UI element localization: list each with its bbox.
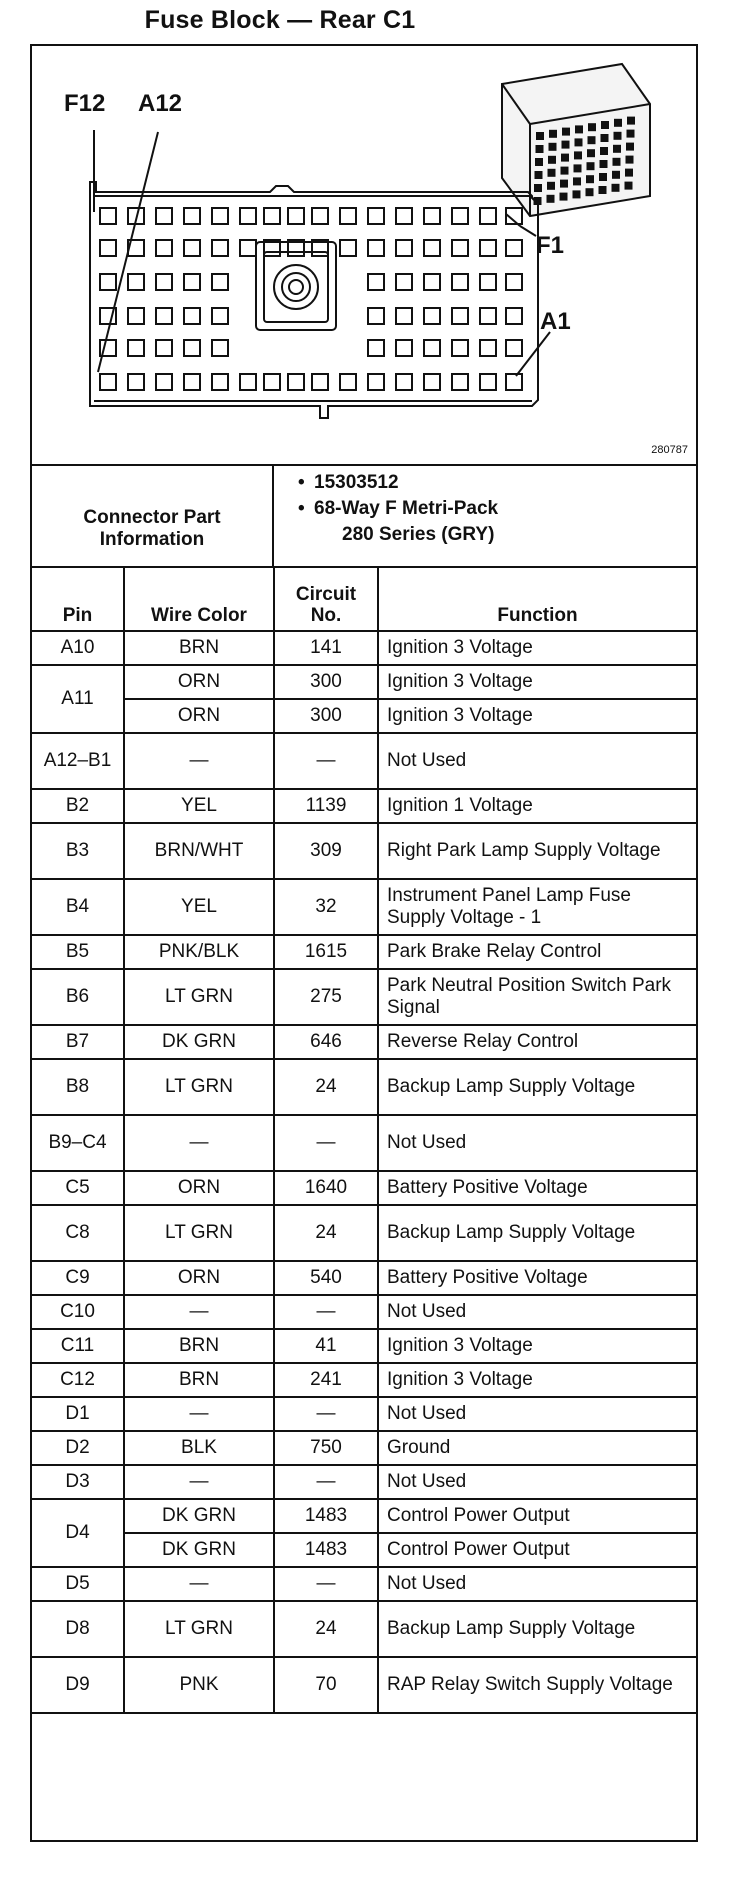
cell-function: Not Used [378,733,696,789]
cell-function: Not Used [378,1567,696,1601]
cell-function: Backup Lamp Supply Voltage [378,1059,696,1115]
cell-wire-color: PNK [124,1657,274,1713]
table-row [32,1261,696,1295]
pin-cavity [452,340,468,356]
thumbnail-cavity [574,151,582,159]
pin-cavity [506,374,522,390]
table-row [32,1533,696,1567]
cell-function: Reverse Relay Control [378,1025,696,1059]
cell-pin: B6 [32,969,124,1025]
cell-function: Ignition 3 Voltage [378,1363,696,1397]
part-info-details [274,464,696,566]
pin-cavity [396,340,412,356]
cell-circuit: — [274,733,378,789]
pin-cavity-grid [100,208,522,390]
thumbnail-cavity [548,156,556,164]
thumbnail-cavity [588,136,596,144]
header-function: Function [378,567,696,631]
connector-3d-thumbnail [502,64,650,216]
cell-function: Backup Lamp Supply Voltage [378,1601,696,1657]
table-row [32,1059,696,1115]
pin-cavity [240,374,256,390]
thumbnail-cavity [560,180,568,188]
table-row [32,1171,696,1205]
pin-cavity [424,208,440,224]
cell-wire-color: LT GRN [124,1059,274,1115]
table-row [32,631,696,665]
pin-cavity [506,240,522,256]
page-title: Fuse Block — Rear C1 [144,6,416,34]
cell-function: Ignition 3 Voltage [378,631,696,665]
cell-circuit: 24 [274,1059,378,1115]
thumbnail-cavity [562,141,570,149]
cell-pin: D4 [32,1499,124,1567]
connector-face [90,182,538,418]
table-row [32,1115,696,1171]
thumbnail-cavity [575,138,583,146]
thumbnail-cavity [573,190,581,198]
pin-cavity [368,340,384,356]
cell-circuit: — [274,1465,378,1499]
thumbnail-cavity [549,143,557,151]
cell-wire-color: BLK [124,1431,274,1465]
cell-wire-color: — [124,1567,274,1601]
thumbnail-cavity [600,160,608,168]
cell-wire-color: DK GRN [124,1499,274,1533]
cell-circuit: 32 [274,879,378,935]
cell-circuit: 646 [274,1025,378,1059]
thumbnail-cavity [613,145,621,153]
cell-pin: B8 [32,1059,124,1115]
thumbnail-cavity [586,175,594,183]
header-circuit: Circuit No. [274,567,378,631]
pin-cavity [156,208,172,224]
cell-circuit: — [274,1115,378,1171]
pin-cavity [264,208,280,224]
pin-cavity [212,340,228,356]
cell-circuit: 1615 [274,935,378,969]
pin-cavity [128,340,144,356]
label-a1: A1 [540,308,571,335]
cell-pin: D5 [32,1567,124,1601]
cell-wire-color: DK GRN [124,1025,274,1059]
pin-cavity [368,274,384,290]
table-row [32,789,696,823]
cell-circuit: 41 [274,1329,378,1363]
thumbnail-cavity [587,162,595,170]
cell-wire-color: LT GRN [124,1601,274,1657]
cell-wire-color: ORN [124,665,274,699]
cell-function: Not Used [378,1295,696,1329]
table-row [32,1205,696,1261]
thumbnail-cavity [614,132,622,140]
cell-pin: A11 [32,665,124,733]
table-row [32,1363,696,1397]
pin-cavity [368,308,384,324]
connector-sheet [30,44,698,1842]
part-info-header: Connector Part Information [32,464,274,566]
pin-cavity [156,308,172,324]
thumbnail-cavity [599,173,607,181]
cell-function: Right Park Lamp Supply Voltage [378,823,696,879]
pin-cavity [480,374,496,390]
cell-pin: A12–B1 [32,733,124,789]
cell-pin: D8 [32,1601,124,1657]
pin-cavity [240,240,256,256]
thumbnail-cavity [601,121,609,129]
thumbnail-cavity [535,158,543,166]
cell-function: Park Brake Relay Control [378,935,696,969]
cell-wire-color: — [124,1465,274,1499]
pin-cavity [184,308,200,324]
pin-cavity [506,274,522,290]
thumbnail-cavity [587,149,595,157]
label-a12: A12 [138,90,183,117]
pin-cavity [340,240,356,256]
pin-cavity [396,374,412,390]
cell-function: Ignition 3 Voltage [378,665,696,699]
cell-function: Not Used [378,1397,696,1431]
cell-pin: D9 [32,1657,124,1713]
pin-cavity [396,240,412,256]
thumbnail-cavity [600,147,608,155]
thumbnail-cavity [547,195,555,203]
pin-cavity [396,274,412,290]
thumbnail-cavity [560,193,568,201]
pin-cavity [128,274,144,290]
pin-cavity [368,240,384,256]
pin-cavity [184,274,200,290]
cell-circuit: — [274,1567,378,1601]
pin-cavity [452,374,468,390]
pin-cavity [156,340,172,356]
table-row [32,1295,696,1329]
cell-wire-color: PNK/BLK [124,935,274,969]
cell-function: Ignition 3 Voltage [378,699,696,733]
pin-cavity [128,308,144,324]
connector-part-information [32,464,696,568]
cell-circuit: 1483 [274,1533,378,1567]
table-row [32,1567,696,1601]
pin-cavity [212,240,228,256]
pin-cavity [506,308,522,324]
label-f12: F12 [64,90,106,117]
cell-pin: D2 [32,1431,124,1465]
table-row [32,1499,696,1533]
table-row [32,969,696,1025]
cell-function: Control Power Output [378,1533,696,1567]
pin-cavity [480,308,496,324]
cell-circuit: 1139 [274,789,378,823]
pin-cavity [100,374,116,390]
cell-function: Ignition 1 Voltage [378,789,696,823]
thumbnail-cavity [627,130,635,138]
pinout-table [32,566,696,1714]
thumbnail-cavity [626,156,634,164]
thumbnail-cavity [614,119,622,127]
cell-circuit: 24 [274,1601,378,1657]
cell-wire-color: YEL [124,789,274,823]
cell-wire-color: BRN/WHT [124,823,274,879]
cell-wire-color: BRN [124,1363,274,1397]
part-number: • 15303512 [314,470,696,496]
cell-pin: B3 [32,823,124,879]
header-wire-color: Wire Color [124,567,274,631]
thumbnail-cavity [626,143,634,151]
cell-circuit: — [274,1397,378,1431]
pin-cavity [100,240,116,256]
thumbnail-cavity [601,134,609,142]
cell-function: RAP Relay Switch Supply Voltage [378,1657,696,1713]
thumbnail-cavity [575,125,583,133]
cell-wire-color: BRN [124,631,274,665]
pin-cavity [184,374,200,390]
pin-cavity [480,240,496,256]
thumbnail-cavity [625,182,633,190]
pin-cavity [396,208,412,224]
pin-cavity [288,208,304,224]
connector-face-drawing [32,46,696,464]
thumbnail-cavity [547,182,555,190]
cell-circuit: — [274,1295,378,1329]
cell-wire-color: ORN [124,1171,274,1205]
cell-circuit: 1483 [274,1499,378,1533]
cell-pin: B9–C4 [32,1115,124,1171]
thumbnail-cavity [573,177,581,185]
thumbnail-cavity [612,171,620,179]
pin-cavity [368,208,384,224]
pin-cavity [480,208,496,224]
pin-cavity [396,308,412,324]
pin-cavity [212,308,228,324]
thumbnail-cavity [574,164,582,172]
cell-wire-color: — [124,1115,274,1171]
cell-wire-color: — [124,1397,274,1431]
pin-cavity [288,374,304,390]
table-row [32,1025,696,1059]
pin-cavity [424,308,440,324]
thumbnail-cavity [627,117,635,125]
table-row [32,1329,696,1363]
cell-function: Not Used [378,1115,696,1171]
pin-cavity [156,274,172,290]
pin-cavity [264,374,280,390]
cell-function: Park Neutral Position Switch Park Signal [378,969,696,1025]
thumbnail-cavity [586,188,594,196]
cell-circuit: 275 [274,969,378,1025]
cell-function: Ignition 3 Voltage [378,1329,696,1363]
cell-pin: A10 [32,631,124,665]
pin-cavity [480,340,496,356]
cell-function: Instrument Panel Lamp Fuse Supply Voltage - 1 [378,879,696,935]
table-row [32,935,696,969]
pin-cavity [452,274,468,290]
pin-cavity [368,374,384,390]
cell-circuit: 300 [274,699,378,733]
cell-pin: C11 [32,1329,124,1363]
thumbnail-cavity [612,184,620,192]
cell-pin: C8 [32,1205,124,1261]
cell-pin: C10 [32,1295,124,1329]
cell-pin: D3 [32,1465,124,1499]
table-row [32,1431,696,1465]
cell-wire-color: DK GRN [124,1533,274,1567]
pin-cavity [212,208,228,224]
cell-wire-color: YEL [124,879,274,935]
cell-pin: C12 [32,1363,124,1397]
table-row [32,1465,696,1499]
pin-cavity [424,340,440,356]
cell-function: Backup Lamp Supply Voltage [378,1205,696,1261]
cell-wire-color: ORN [124,699,274,733]
thumbnail-cavity [536,145,544,153]
thumbnail-cavity [599,186,607,194]
thumbnail-cavity [562,128,570,136]
pin-cavity [184,340,200,356]
cell-function: Ground [378,1431,696,1465]
label-f1: F1 [536,232,565,259]
table-header-row [32,567,696,631]
cell-wire-color: — [124,733,274,789]
thumbnail-cavity [536,132,544,140]
cell-pin: B7 [32,1025,124,1059]
table-row [32,879,696,935]
pin-cavity [312,208,328,224]
pin-cavity [340,374,356,390]
pin-cavity [100,274,116,290]
pin-cavity [100,208,116,224]
cell-wire-color: ORN [124,1261,274,1295]
thumbnail-cavity [613,158,621,166]
connector-description: • 68-Way F Metri-Pack [314,496,696,522]
cell-circuit: 24 [274,1205,378,1261]
pin-cavity [424,274,440,290]
cell-circuit: 309 [274,823,378,879]
cell-pin: C5 [32,1171,124,1205]
pin-cavity [312,374,328,390]
thumbnail-cavity [534,184,542,192]
pin-cavity [452,208,468,224]
thumbnail-cavity [548,169,556,177]
cell-circuit: 750 [274,1431,378,1465]
pin-cavity [212,274,228,290]
pin-cavity [128,374,144,390]
cell-wire-color: BRN [124,1329,274,1363]
cell-pin: C9 [32,1261,124,1295]
pin-cavity [506,340,522,356]
cell-pin: B4 [32,879,124,935]
pin-cavity [156,374,172,390]
thumbnail-cavity [549,130,557,138]
cell-function: Battery Positive Voltage [378,1261,696,1295]
cell-wire-color: LT GRN [124,1205,274,1261]
pin-cavity [424,374,440,390]
table-row [32,1657,696,1713]
connector-diagram [32,46,696,466]
pin-cavity [156,240,172,256]
table-row [32,733,696,789]
cell-circuit: 241 [274,1363,378,1397]
table-row [32,1601,696,1657]
figure-number: 280787 [651,444,688,456]
thumbnail-cavity [625,169,633,177]
thumbnail-cavity [561,167,569,175]
table-row [32,823,696,879]
header-pin: Pin [32,567,124,631]
thumbnail-cavity [561,154,569,162]
pin-cavity [240,208,256,224]
cell-circuit: 1640 [274,1171,378,1205]
thumbnail-cavity [588,123,596,131]
table-row [32,1397,696,1431]
table-row [32,665,696,699]
cell-function: Not Used [378,1465,696,1499]
pin-cavity [184,240,200,256]
cell-circuit: 540 [274,1261,378,1295]
cell-function: Control Power Output [378,1499,696,1533]
cell-circuit: 70 [274,1657,378,1713]
cell-function: Battery Positive Voltage [378,1171,696,1205]
cell-pin: B5 [32,935,124,969]
pin-cavity [452,308,468,324]
pin-cavity [184,208,200,224]
cell-wire-color: — [124,1295,274,1329]
cell-pin: D1 [32,1397,124,1431]
pin-cavity [212,374,228,390]
pin-cavity [340,208,356,224]
cell-circuit: 300 [274,665,378,699]
cell-wire-color: LT GRN [124,969,274,1025]
pin-cavity [452,240,468,256]
thumbnail-cavity [535,171,543,179]
connector-series: 280 Series (GRY) [342,524,495,545]
pin-cavity [424,240,440,256]
cell-circuit: 141 [274,631,378,665]
table-row [32,699,696,733]
cell-pin: B2 [32,789,124,823]
pin-cavity [480,274,496,290]
